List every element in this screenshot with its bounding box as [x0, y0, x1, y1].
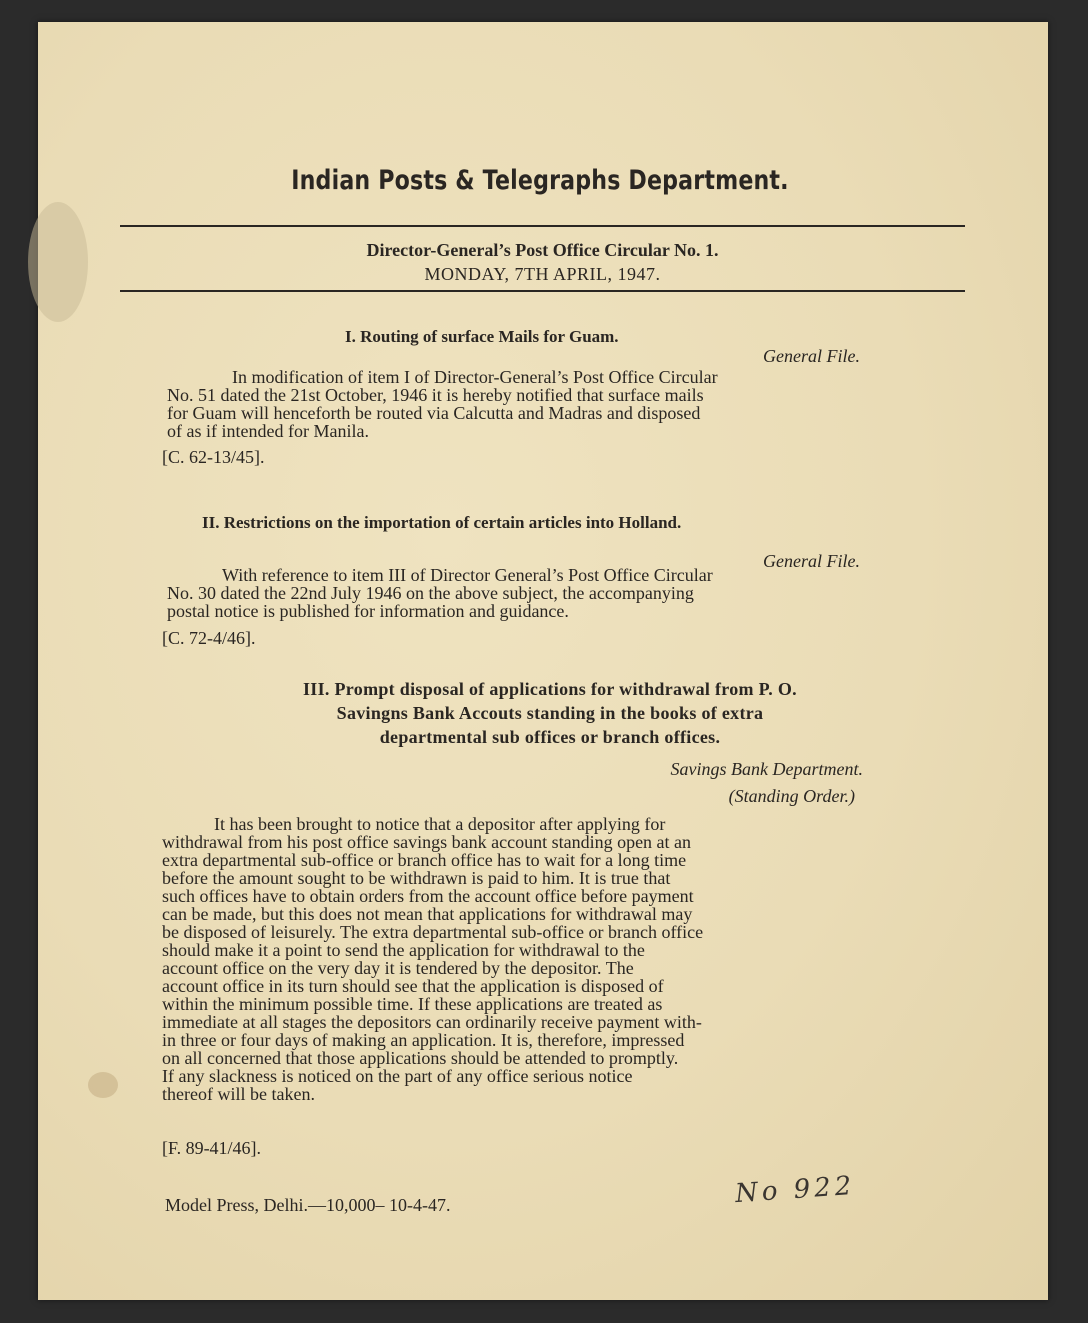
- section-2-reference: [C. 72-4/46].: [162, 628, 256, 648]
- heading-line: departmental sub offices or branch offices.: [379, 727, 721, 747]
- body-line: With reference to item III of Director General’s Post Office Circular: [222, 565, 713, 585]
- body-line: account office on the very day it is tendered by the depositor. The: [162, 958, 634, 978]
- body-line: before the amount sought to be withdrawn is paid to him. It is true that: [162, 868, 671, 888]
- body-line: such offices have to obtain orders from the account office before payment: [162, 886, 694, 906]
- section-1-file: General File.: [763, 346, 860, 366]
- body-line: for Guam will henceforth be routed via Calcutta and Madras and disposed: [167, 403, 701, 423]
- paper-stain: [88, 1072, 118, 1098]
- masthead-rule-bottom: [120, 290, 965, 292]
- section-3-reference: [F. 89-41/46].: [162, 1138, 262, 1158]
- heading-line: Savingns Bank Accouts standing in the books of extra: [336, 703, 764, 723]
- section-2-file: General File.: [763, 551, 860, 571]
- section-3-heading: [200, 677, 900, 749]
- body-line: within the minimum possible time. If these applications are treated as: [162, 994, 663, 1014]
- body-line: thereof will be taken.: [162, 1084, 315, 1104]
- body-line: withdrawal from his post office savings bank account standing open at an: [162, 832, 692, 852]
- heading-line: III. Prompt disposal of applications for withdrawal from P. O.: [303, 679, 797, 699]
- section-1-heading: I. Routing of surface Mails for Guam.: [345, 327, 619, 346]
- circular-subtitle: Director-General’s Post Office Circular No. 1.: [366, 240, 719, 260]
- body-line: account office in its turn should see that the application is disposed of: [162, 976, 664, 996]
- body-line: of as if intended for Manila.: [167, 421, 369, 441]
- section-1-body: [167, 368, 895, 440]
- body-line: can be made, but this does not mean that applications for withdrawal may: [162, 904, 693, 924]
- body-line: on all concerned that those applications should be attended to promptly.: [162, 1048, 679, 1068]
- body-line: It has been brought to notice that a depositor after applying for: [214, 814, 666, 834]
- body-line: extra departmental sub-office or branch office has to wait for a long time: [162, 850, 687, 870]
- body-line: should make it a point to send the application for withdrawal to the: [162, 940, 645, 960]
- section-2-heading: II. Restrictions on the importation of certain articles into Holland.: [202, 513, 682, 532]
- masthead-rule-top: [120, 225, 965, 227]
- body-line: in three or four days of making an application. It is, therefore, impressed: [162, 1030, 685, 1050]
- printer-imprint: Model Press, Delhi.—10,000– 10-4-47.: [165, 1195, 451, 1215]
- body-line: be disposed of leisurely. The extra departmental sub-office or branch office: [162, 922, 704, 942]
- section-3-body: [162, 815, 895, 1103]
- body-line: No. 51 dated the 21st October, 1946 it is hereby notified that surface mails: [167, 385, 704, 405]
- circular-date: MONDAY, 7TH APRIL, 1947.: [424, 264, 661, 284]
- section-3-standing-order: (Standing Order.): [728, 786, 855, 806]
- body-line: postal notice is published for information and guidance.: [167, 601, 569, 621]
- paper-tear: [28, 202, 88, 322]
- section-2-body: [167, 566, 895, 620]
- section-3-file: Savings Bank Department.: [670, 759, 863, 779]
- body-line: In modification of item I of Director-General’s Post Office Circular: [232, 367, 718, 387]
- body-line: If any slackness is noticed on the part of any office serious notice: [162, 1066, 633, 1086]
- handwritten-serial-number: No 922: [734, 1170, 857, 1210]
- body-line: immediate at all stages the depositors can ordinarily receive payment with-: [162, 1012, 702, 1032]
- body-line: No. 30 dated the 22nd July 1946 on the above subject, the accompanying: [167, 583, 694, 603]
- department-masthead: Indian Posts & Telegraphs Department.: [291, 165, 789, 196]
- section-1-reference: [C. 62-13/45].: [162, 447, 265, 467]
- circular-sheet: [38, 22, 1048, 1300]
